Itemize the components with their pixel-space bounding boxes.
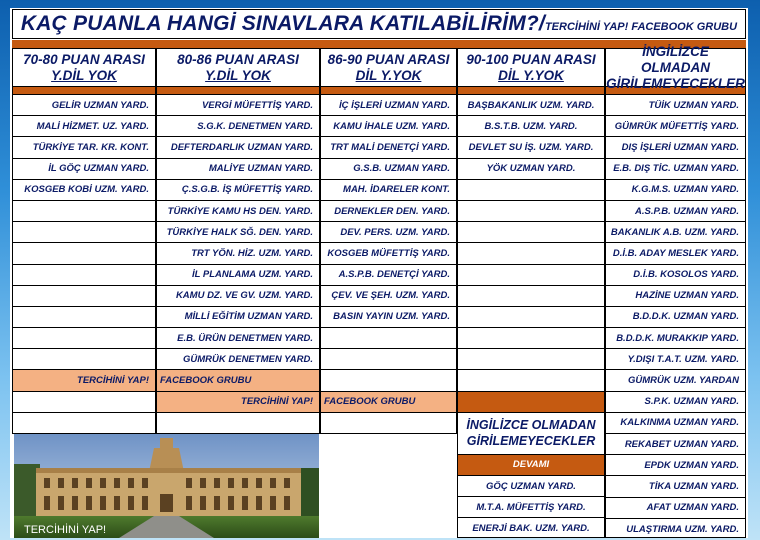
list-item: GÜMRÜK DENETMEN YARD. xyxy=(157,349,319,370)
list-item: KAMU DZ. VE GV. UZM. YARD. xyxy=(157,286,319,307)
column-header-note: DİL Y.YOK xyxy=(498,67,564,83)
empty-row xyxy=(458,243,604,264)
section-divider xyxy=(458,392,604,413)
list-item: GÜMRÜK UZM. YARDAN xyxy=(606,370,745,391)
list-item: HAZİNE UZMAN YARD. xyxy=(606,286,745,307)
list-item: TÜİK UZMAN YARD. xyxy=(606,95,745,116)
column-header-note: DİL Y.YOK xyxy=(355,67,422,83)
promo-facebook: FACEBOOK GRUBU xyxy=(157,370,319,391)
empty-row xyxy=(458,370,604,391)
photo-caption: TERCİHİNİ YAP! xyxy=(24,524,107,536)
header-stripe xyxy=(458,87,604,95)
list-item: B.D.D.K. UZMAN YARD. xyxy=(606,307,745,328)
list-item: MALİ HİZMET. UZ. YARD. xyxy=(13,116,155,137)
column-header-line2: GİRİLEMEYECEKLER xyxy=(606,75,745,91)
list-item: TÜRKİYE TAR. KR. KONT. xyxy=(13,137,155,158)
column-90-100 xyxy=(457,48,605,538)
list-item: B.S.T.B. UZM. YARD. xyxy=(458,116,604,137)
list-item: BAKANLIK A.B. UZM. YARD. xyxy=(606,222,745,243)
list-item: YÖK UZMAN YARD. xyxy=(458,159,604,180)
column-header xyxy=(606,43,745,91)
column-header-range: 90-100 PUAN ARASI xyxy=(466,51,596,67)
list-item: AFAT UZMAN YARD. xyxy=(606,498,745,519)
column-70-80 xyxy=(12,48,156,434)
list-item: EPDK UZMAN YARD. xyxy=(606,455,745,476)
empty-row xyxy=(458,286,604,307)
column-header-note: Y.DİL YOK xyxy=(205,67,271,83)
list-item: BAŞBAKANLIK UZM. YARD. xyxy=(458,95,604,116)
list-item: KOSGEB MÜFETTİŞ YARD. xyxy=(321,243,456,264)
empty-row xyxy=(458,349,604,370)
list-item: REKABET UZMAN YARD. xyxy=(606,434,745,455)
empty-row xyxy=(458,265,604,286)
empty-row xyxy=(458,328,604,349)
empty-row xyxy=(321,349,456,370)
list-item: TRT YÖN. HİZ. UZM. YARD. xyxy=(157,243,319,264)
column-header-range: 80-86 PUAN ARASI xyxy=(177,51,299,67)
list-item: GÖÇ UZMAN YARD. xyxy=(458,476,604,497)
list-item: E.B. DIŞ TİC. UZMAN YARD. xyxy=(606,159,745,180)
column-header-line1: İNGİLİZCE OLMADAN xyxy=(641,43,710,75)
list-item: İL PLANLAMA UZM. YARD. xyxy=(157,265,319,286)
column-header xyxy=(458,49,604,87)
title-main: KAÇ PUANLA HANGİ SINAVLARA KATILABİLİRİM?/ xyxy=(20,12,545,35)
column-header-note: Y.DİL YOK xyxy=(51,67,117,83)
list-item: K.G.M.S. UZMAN YARD. xyxy=(606,180,745,201)
column-header xyxy=(13,49,155,87)
column-86-90 xyxy=(320,48,457,434)
list-item: B.D.D.K. MURAKKIP YARD. xyxy=(606,328,745,349)
empty-row xyxy=(13,243,155,264)
list-item: MALİYE UZMAN YARD. xyxy=(157,159,319,180)
list-item: S.G.K. DENETMEN YARD. xyxy=(157,116,319,137)
empty-row xyxy=(13,392,155,413)
list-item: Ç.S.G.B. İŞ MÜFETTİŞ YARD. xyxy=(157,180,319,201)
empty-row xyxy=(458,201,604,222)
empty-row xyxy=(13,265,155,286)
list-item: DIŞ İŞLERİ UZMAN YARD. xyxy=(606,137,745,158)
list-item: İÇ İŞLERİ UZMAN YARD. xyxy=(321,95,456,116)
empty-row xyxy=(321,370,456,391)
devami-label: DEVAMI xyxy=(458,455,604,476)
list-item: DEVLET SU İŞ. UZM. YARD. xyxy=(458,137,604,158)
list-item: TÜRKİYE HALK SĞ. DEN. YARD. xyxy=(157,222,319,243)
list-item: D.İ.B. KOSOLOS YARD. xyxy=(606,265,745,286)
empty-row xyxy=(13,286,155,307)
list-item: ÇEV. VE ŞEH. UZM. YARD. xyxy=(321,286,456,307)
promo-tercih: TERCİHİNİ YAP! xyxy=(157,392,319,413)
list-item: ULAŞTIRMA UZM. YARD. xyxy=(626,523,739,535)
building-illustration xyxy=(14,434,319,538)
empty-row xyxy=(13,349,155,370)
list-item: ENERJİ BAK. UZM. YARD. xyxy=(472,523,590,535)
list-item: TÜRKİYE KAMU HS DEN. YARD. xyxy=(157,201,319,222)
list-item: BASIN YAYIN UZM. YARD. xyxy=(321,307,456,328)
empty-row xyxy=(458,222,604,243)
column-header xyxy=(321,49,456,87)
column-80-86 xyxy=(156,48,320,434)
promo-facebook: FACEBOOK GRUBU xyxy=(321,392,456,413)
list-item: G.S.B. UZMAN YARD. xyxy=(321,159,456,180)
extra-header-line1: İNGİLİZCE OLMADAN xyxy=(466,418,596,433)
empty-row xyxy=(458,180,604,201)
list-item: E.B. ÜRÜN DENETMEN YARD. xyxy=(157,328,319,349)
list-item: DEFTERDARLIK UZMAN YARD. xyxy=(157,137,319,158)
list-item: MAH. İDARELER KONT. xyxy=(321,180,456,201)
page-title xyxy=(12,9,746,39)
extra-header xyxy=(458,413,604,455)
list-item: M.T.A. MÜFETTİŞ YARD. xyxy=(458,497,604,518)
list-item: Y.DIŞI T.A.T. UZM. YARD. xyxy=(606,349,745,370)
list-item: KAMU İHALE UZM. YARD. xyxy=(321,116,456,137)
header-stripe xyxy=(13,87,155,95)
column-english-required xyxy=(605,43,746,538)
list-item: S.P.K. UZMAN YARD. xyxy=(606,392,745,413)
list-item: KOSGEB KOBİ UZM. YARD. xyxy=(13,180,155,201)
list-item: TRT MALİ DENETÇİ YARD. xyxy=(321,137,456,158)
column-header-range: 70-80 PUAN ARASI xyxy=(23,51,145,67)
column-header-range: 86-90 PUAN ARASI xyxy=(327,51,450,67)
list-item: İL GÖÇ UZMAN YARD. xyxy=(13,159,155,180)
title-sub: TERCİHİNİ YAP! FACEBOOK GRUBU xyxy=(544,21,738,33)
extra-header-line2: GİRİLEMEYECEKLER xyxy=(466,434,596,449)
list-item: DERNEKLER DEN. YARD. xyxy=(321,201,456,222)
list-item: A.S.P.B. DENETÇİ YARD. xyxy=(321,265,456,286)
empty-row xyxy=(13,222,155,243)
column-header xyxy=(157,49,319,87)
list-item: A.S.P.B. UZMAN YARD. xyxy=(606,201,745,222)
list-item: GELİR UZMAN YARD. xyxy=(13,95,155,116)
promo-tercih: TERCİHİNİ YAP! xyxy=(13,370,155,391)
empty-row xyxy=(458,307,604,328)
empty-row xyxy=(13,307,155,328)
list-item: MİLLİ EĞİTİM UZMAN YARD. xyxy=(157,307,319,328)
building-photo xyxy=(14,434,319,538)
list-item: GÜMRÜK MÜFETTİŞ YARD. xyxy=(606,116,745,137)
header-stripe xyxy=(321,87,456,95)
list-item: TİKA UZMAN YARD. xyxy=(606,476,745,497)
list-item: KALKINMA UZMAN YARD. xyxy=(606,413,745,434)
header-stripe xyxy=(157,87,319,95)
list-item: DEV. PERS. UZM. YARD. xyxy=(321,222,456,243)
list-item: D.İ.B. ADAY MESLEK YARD. xyxy=(606,243,745,264)
empty-row xyxy=(13,328,155,349)
empty-row xyxy=(13,201,155,222)
list-item: VERGİ MÜFETTİŞ YARD. xyxy=(157,95,319,116)
empty-row xyxy=(321,328,456,349)
